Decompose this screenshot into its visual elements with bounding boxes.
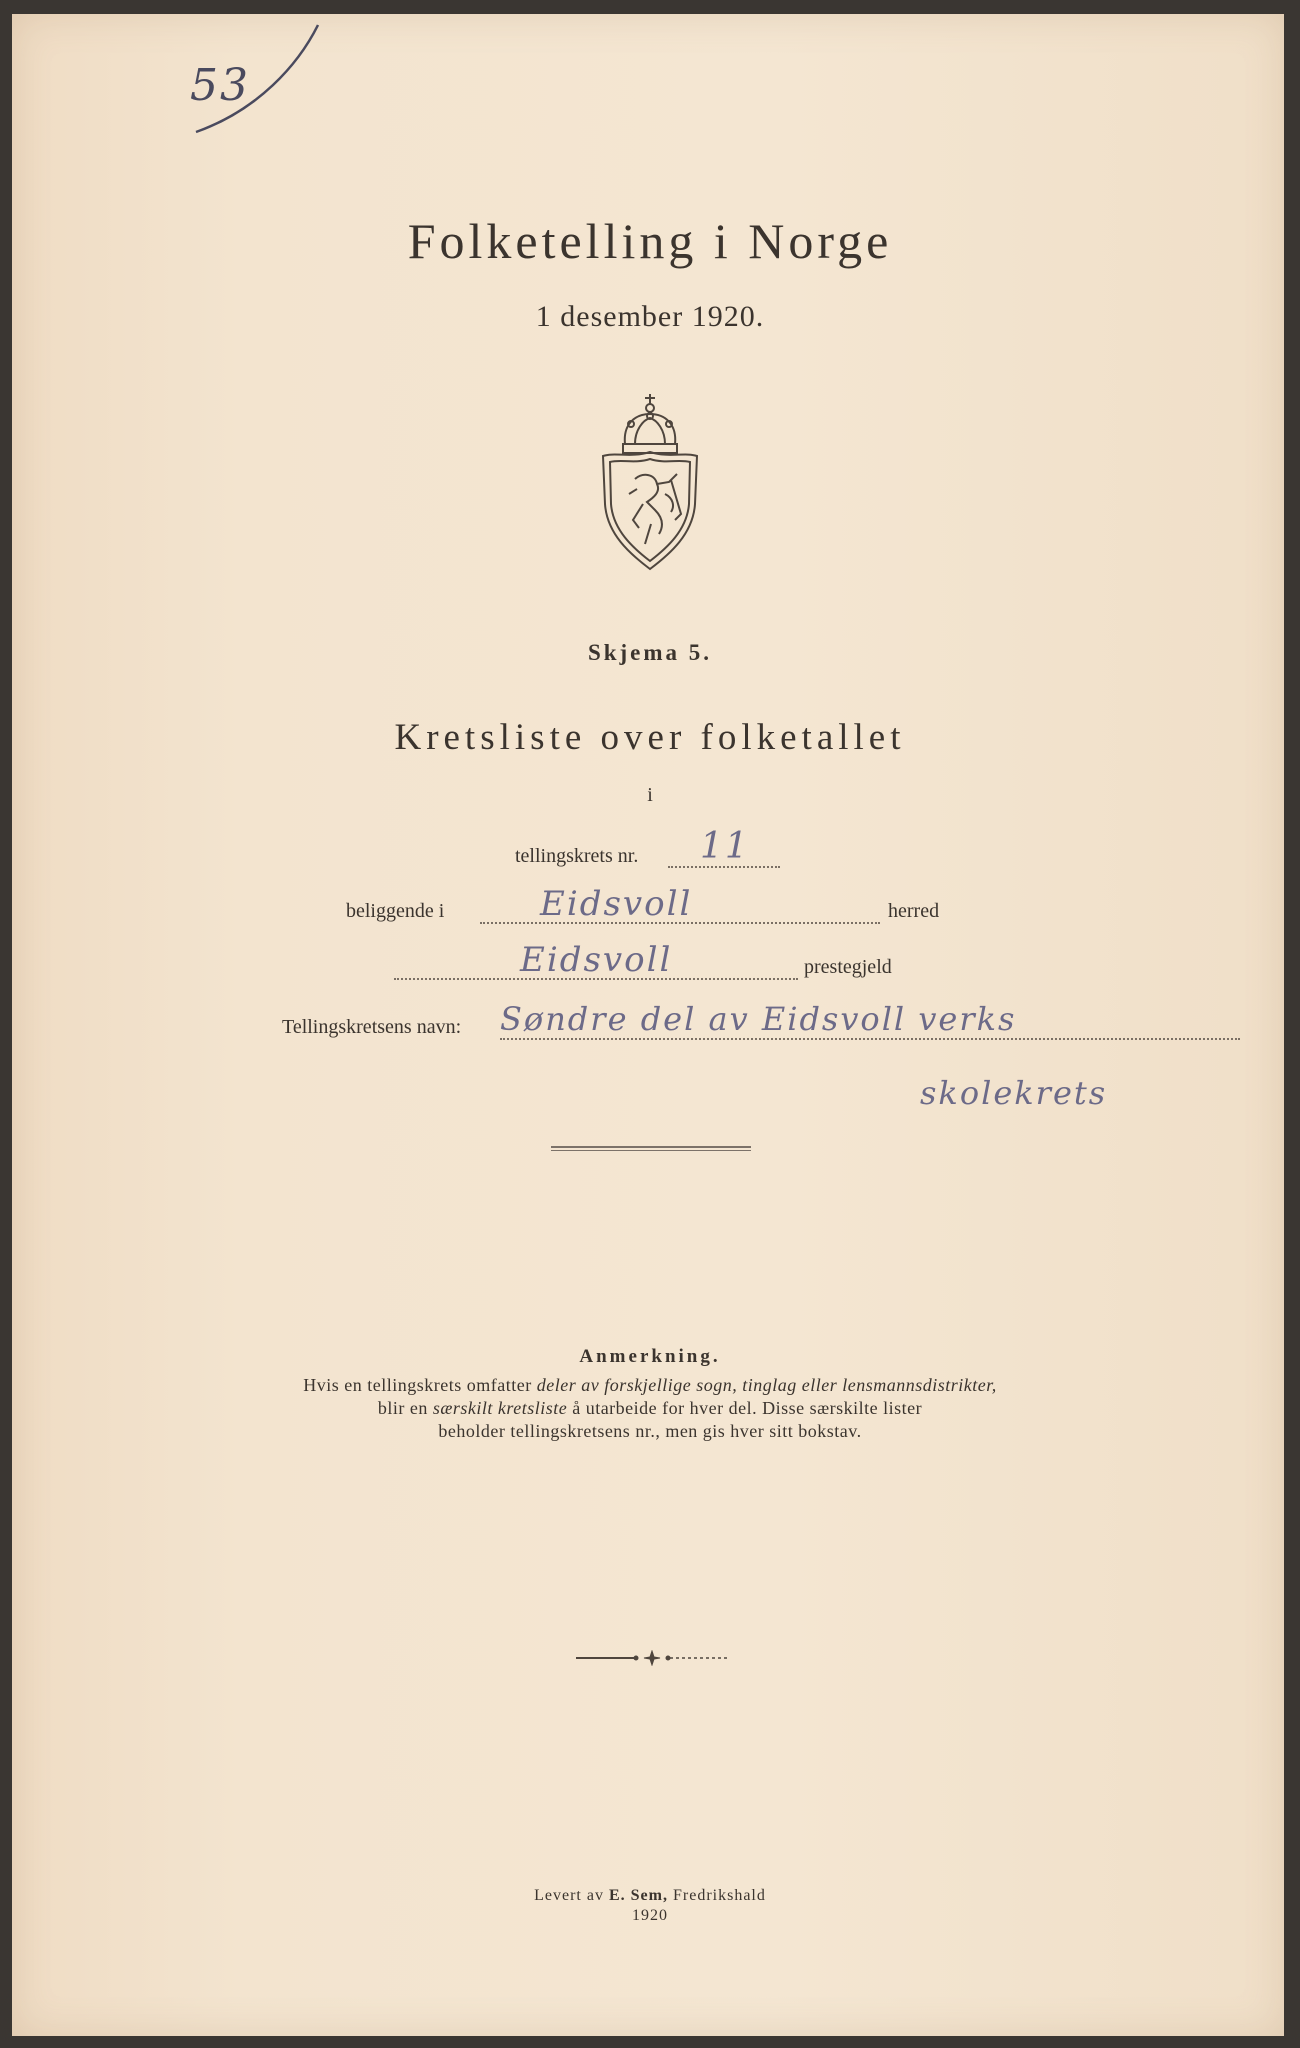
district-name-value-line2: skolekrets bbox=[920, 1074, 1108, 1112]
printer-line: Levert av E. Sem, Fredrikshald bbox=[534, 1887, 766, 1904]
remark-line-3: beholder tellingskretsens nr., men gis hver sitt bokstav. bbox=[438, 1421, 862, 1441]
located-in-label: beliggende i bbox=[346, 900, 445, 922]
remark-line-2: blir en særskilt kretsliste å utarbeide for hver del. Disse særskilte lister bbox=[377, 1398, 923, 1418]
census-date: 1 desember 1920. bbox=[535, 300, 765, 333]
parish-label: prestegjeld bbox=[804, 956, 892, 978]
district-number-label: tellingskrets nr. bbox=[515, 845, 639, 867]
archive-slash-mark bbox=[188, 20, 328, 135]
schema-number: Skjema 5. bbox=[587, 640, 713, 665]
district-name-label: Tellingskretsens navn: bbox=[282, 1016, 462, 1038]
form-heading: Kretsliste over folketallet bbox=[394, 717, 906, 758]
located-in-value: Eidsvoll bbox=[540, 884, 693, 924]
printer-year: 1920 bbox=[632, 1907, 668, 1924]
coat-of-arms-icon bbox=[595, 394, 705, 574]
municipality-label: herred bbox=[888, 900, 940, 922]
district-number-value: 11 bbox=[700, 826, 750, 867]
page-title: Folketelling i Norge bbox=[407, 213, 893, 269]
district-name-line bbox=[500, 1038, 1240, 1040]
printer-imprint bbox=[0, 1886, 1300, 1926]
remark-line-1: Hvis en tellingskrets omfatter deler av forskjellige sogn, tinglag eller lensmannsdistrikter, bbox=[303, 1375, 997, 1395]
remark-title: Anmerkning. bbox=[579, 1346, 721, 1367]
ornament-divider-icon bbox=[574, 1650, 730, 1666]
district-name-value-line1: Søndre del av Eidsvoll verks bbox=[500, 1000, 1017, 1038]
connector-word: i bbox=[647, 784, 653, 806]
section-divider bbox=[551, 1146, 751, 1151]
remark-text bbox=[0, 1374, 1300, 1443]
archive-number: 53 bbox=[190, 60, 250, 111]
parish-value: Eidsvoll bbox=[520, 940, 673, 980]
